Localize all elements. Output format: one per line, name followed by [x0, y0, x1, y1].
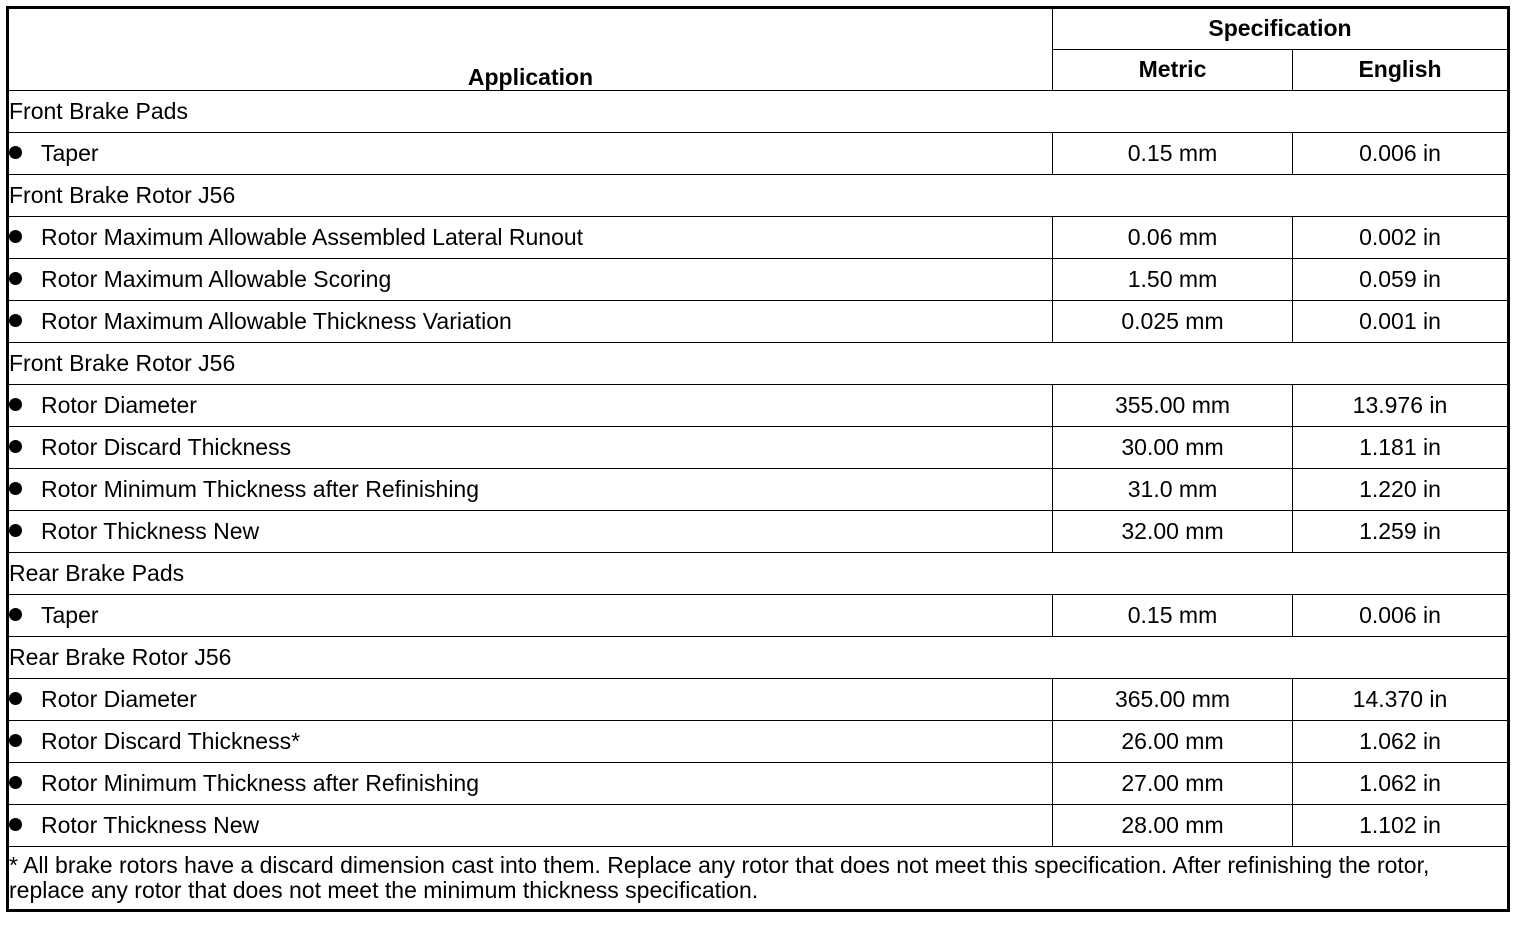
item-cell — [8, 301, 1053, 343]
bullet-icon — [9, 776, 22, 789]
spec-body — [8, 91, 1509, 847]
metric-header: Metric — [1053, 50, 1293, 91]
bullet-icon — [9, 146, 22, 159]
bullet-icon — [9, 524, 22, 537]
item-cell — [8, 721, 1053, 763]
section-row — [8, 637, 1509, 679]
item-label: Taper — [41, 139, 99, 166]
item-cell — [8, 217, 1053, 259]
english-value: 0.006 in — [1293, 595, 1509, 637]
item-label: Rotor Diameter — [41, 391, 197, 418]
section-row — [8, 343, 1509, 385]
metric-value: 26.00 mm — [1053, 721, 1293, 763]
metric-value: 0.15 mm — [1053, 133, 1293, 175]
english-value: 0.006 in — [1293, 133, 1509, 175]
table-row — [8, 805, 1509, 847]
table-row — [8, 133, 1509, 175]
metric-value: 0.025 mm — [1053, 301, 1293, 343]
item-label: Rotor Discard Thickness — [41, 433, 292, 460]
specification-header: Specification — [1053, 8, 1509, 50]
table-row — [8, 259, 1509, 301]
section-title: Front Brake Rotor J56 — [8, 175, 1509, 217]
english-value: 1.181 in — [1293, 427, 1509, 469]
section-row — [8, 91, 1509, 133]
bullet-icon — [9, 440, 22, 453]
section-title: Front Brake Rotor J56 — [8, 343, 1509, 385]
english-value: 14.370 in — [1293, 679, 1509, 721]
english-value: 1.220 in — [1293, 469, 1509, 511]
metric-value: 355.00 mm — [1053, 385, 1293, 427]
english-value: 1.062 in — [1293, 721, 1509, 763]
item-cell — [8, 385, 1053, 427]
section-row — [8, 553, 1509, 595]
table-row — [8, 511, 1509, 553]
item-cell — [8, 763, 1053, 805]
table-row — [8, 721, 1509, 763]
english-value: 1.102 in — [1293, 805, 1509, 847]
item-label: Rotor Thickness New — [41, 811, 260, 838]
metric-value: 0.15 mm — [1053, 595, 1293, 637]
table-row — [8, 301, 1509, 343]
section-title: Front Brake Pads — [8, 91, 1509, 133]
metric-value: 365.00 mm — [1053, 679, 1293, 721]
item-label: Rotor Diameter — [41, 685, 197, 712]
table-row — [8, 763, 1509, 805]
metric-value: 27.00 mm — [1053, 763, 1293, 805]
english-value: 0.001 in — [1293, 301, 1509, 343]
item-label: Rotor Maximum Allowable Assembled Lateral Runout — [41, 223, 584, 250]
metric-value: 32.00 mm — [1053, 511, 1293, 553]
item-label: Rotor Thickness New — [41, 517, 260, 544]
item-label: Rotor Minimum Thickness after Refinishing — [41, 769, 480, 796]
metric-value: 28.00 mm — [1053, 805, 1293, 847]
english-value: 13.976 in — [1293, 385, 1509, 427]
item-cell — [8, 469, 1053, 511]
table-row — [8, 427, 1509, 469]
bullet-icon — [9, 608, 22, 621]
bullet-icon — [9, 230, 22, 243]
item-label: Rotor Maximum Allowable Thickness Variation — [41, 307, 512, 334]
table-row — [8, 217, 1509, 259]
bullet-icon — [9, 398, 22, 411]
application-header: Application — [8, 8, 1053, 91]
item-label: Rotor Minimum Thickness after Refinishing — [41, 475, 480, 502]
item-cell — [8, 259, 1053, 301]
section-title: Rear Brake Pads — [8, 553, 1509, 595]
item-label: Rotor Discard Thickness* — [41, 727, 301, 754]
table-row — [8, 595, 1509, 637]
item-cell — [8, 133, 1053, 175]
bullet-icon — [9, 272, 22, 285]
item-cell — [8, 511, 1053, 553]
section-title: Rear Brake Rotor J56 — [8, 637, 1509, 679]
table-row — [8, 469, 1509, 511]
item-label: Rotor Maximum Allowable Scoring — [41, 265, 392, 292]
metric-value: 0.06 mm — [1053, 217, 1293, 259]
bullet-icon — [9, 482, 22, 495]
item-label: Taper — [41, 601, 99, 628]
bullet-icon — [9, 314, 22, 327]
table-row — [8, 385, 1509, 427]
metric-value: 31.0 mm — [1053, 469, 1293, 511]
english-value: 0.059 in — [1293, 259, 1509, 301]
brake-spec-table — [6, 6, 1510, 912]
item-cell — [8, 595, 1053, 637]
item-cell — [8, 679, 1053, 721]
english-header: English — [1293, 50, 1509, 91]
item-cell — [8, 427, 1053, 469]
metric-value: 30.00 mm — [1053, 427, 1293, 469]
english-value: 1.062 in — [1293, 763, 1509, 805]
footnote: * All brake rotors have a discard dimension cast into them. Replace any rotor that does not meet this specification. After refinishing the rotor, replace any rotor that does not meet the minimum thickness specification. — [8, 847, 1509, 911]
table-row — [8, 679, 1509, 721]
bullet-icon — [9, 692, 22, 705]
bullet-icon — [9, 734, 22, 747]
english-value: 0.002 in — [1293, 217, 1509, 259]
bullet-icon — [9, 818, 22, 831]
english-value: 1.259 in — [1293, 511, 1509, 553]
item-cell — [8, 805, 1053, 847]
section-row — [8, 175, 1509, 217]
metric-value: 1.50 mm — [1053, 259, 1293, 301]
